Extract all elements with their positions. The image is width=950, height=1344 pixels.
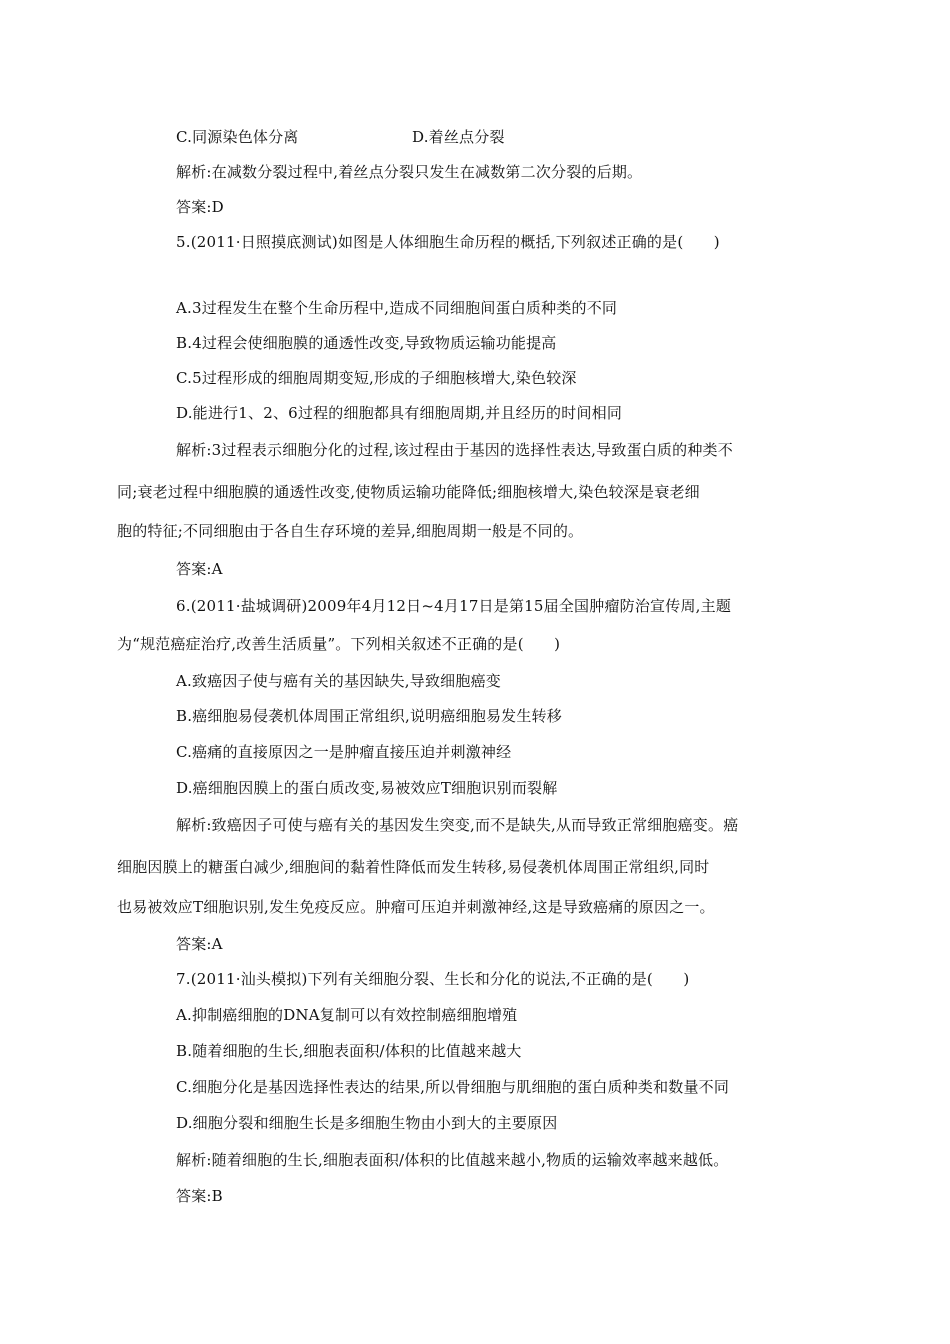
- q6-option-d: D.癌细胞因膜上的蛋白质改变,易被效应T细胞识别而裂解: [176, 779, 558, 797]
- q7-analysis: 解析:随着细胞的生长,细胞表面积/体积的比值越来越小,物质的运输效率越来越低。: [176, 1151, 729, 1169]
- q5-analysis-line-3: 胞的特征;不同细胞由于各自生存环境的差异,细胞周期一般是不同的。: [117, 522, 584, 540]
- q4-option-d: D.着丝点分裂: [412, 128, 505, 146]
- q5-answer: 答案:A: [176, 560, 223, 578]
- q7-option-d: D.细胞分裂和细胞生长是多细胞生物由小到大的主要原因: [176, 1114, 558, 1132]
- q6-option-b: B.癌细胞易侵袭机体周围正常组织,说明癌细胞易发生转移: [176, 707, 562, 725]
- q7-stem: 7.(2011·汕头模拟)下列有关细胞分裂、生长和分化的说法,不正确的是( ): [176, 970, 690, 988]
- q5-option-d: D.能进行1、2、6过程的细胞都具有细胞周期,并且经历的时间相同: [176, 404, 623, 422]
- q6-stem-line-2: 为“规范癌症治疗,改善生活质量”。下列相关叙述不正确的是( ): [117, 635, 561, 653]
- q4-option-c: C.同源染色体分离: [176, 128, 299, 146]
- q4-answer: 答案:D: [176, 198, 224, 216]
- q6-analysis-line-3: 也易被效应T细胞识别,发生免疫反应。肿瘤可压迫并刺激神经,这是导致癌痛的原因之一。: [117, 898, 715, 916]
- q6-analysis-line-1: 解析:致癌因子可使与癌有关的基因发生突变,而不是缺失,从而导致正常细胞癌变。癌: [176, 816, 739, 834]
- q7-option-c: C.细胞分化是基因选择性表达的结果,所以骨细胞与肌细胞的蛋白质种类和数量不同: [176, 1078, 730, 1096]
- q6-analysis-line-2: 细胞因膜上的糖蛋白减少,细胞间的黏着性降低而发生转移,易侵袭机体周围正常组织,同时: [117, 858, 710, 876]
- q4-analysis: 解析:在减数分裂过程中,着丝点分裂只发生在减数第二次分裂的后期。: [176, 163, 643, 181]
- q5-option-c: C.5过程形成的细胞周期变短,形成的子细胞核增大,染色较深: [176, 369, 577, 387]
- q7-option-a: A.抑制癌细胞的DNA复制可以有效控制癌细胞增殖: [176, 1006, 518, 1024]
- q7-answer: 答案:B: [176, 1187, 223, 1205]
- q5-stem: 5.(2011·日照摸底测试)如图是人体细胞生命历程的概括,下列叙述正确的是( ): [176, 233, 720, 251]
- q6-option-c: C.癌痛的直接原因之一是肿瘤直接压迫并刺激神经: [176, 743, 512, 761]
- q6-answer: 答案:A: [176, 935, 223, 953]
- q5-option-b: B.4过程会使细胞膜的通透性改变,导致物质运输功能提高: [176, 334, 557, 352]
- q6-stem-line-1: 6.(2011·盐城调研)2009年4月12日~4月17日是第15届全国肿瘤防治宣传周,主题: [176, 597, 732, 615]
- q5-analysis-line-1: 解析:3过程表示细胞分化的过程,该过程由于基因的选择性表达,导致蛋白质的种类不: [176, 441, 733, 459]
- q5-analysis-line-2: 同;衰老过程中细胞膜的通透性改变,使物质运输功能降低;细胞核增大,染色较深是衰老细: [117, 483, 700, 501]
- q5-option-a: A.3过程发生在整个生命历程中,造成不同细胞间蛋白质种类的不同: [176, 299, 618, 317]
- q6-option-a: A.致癌因子使与癌有关的基因缺失,导致细胞癌变: [176, 672, 501, 690]
- q7-option-b: B.随着细胞的生长,细胞表面积/体积的比值越来越大: [176, 1042, 522, 1060]
